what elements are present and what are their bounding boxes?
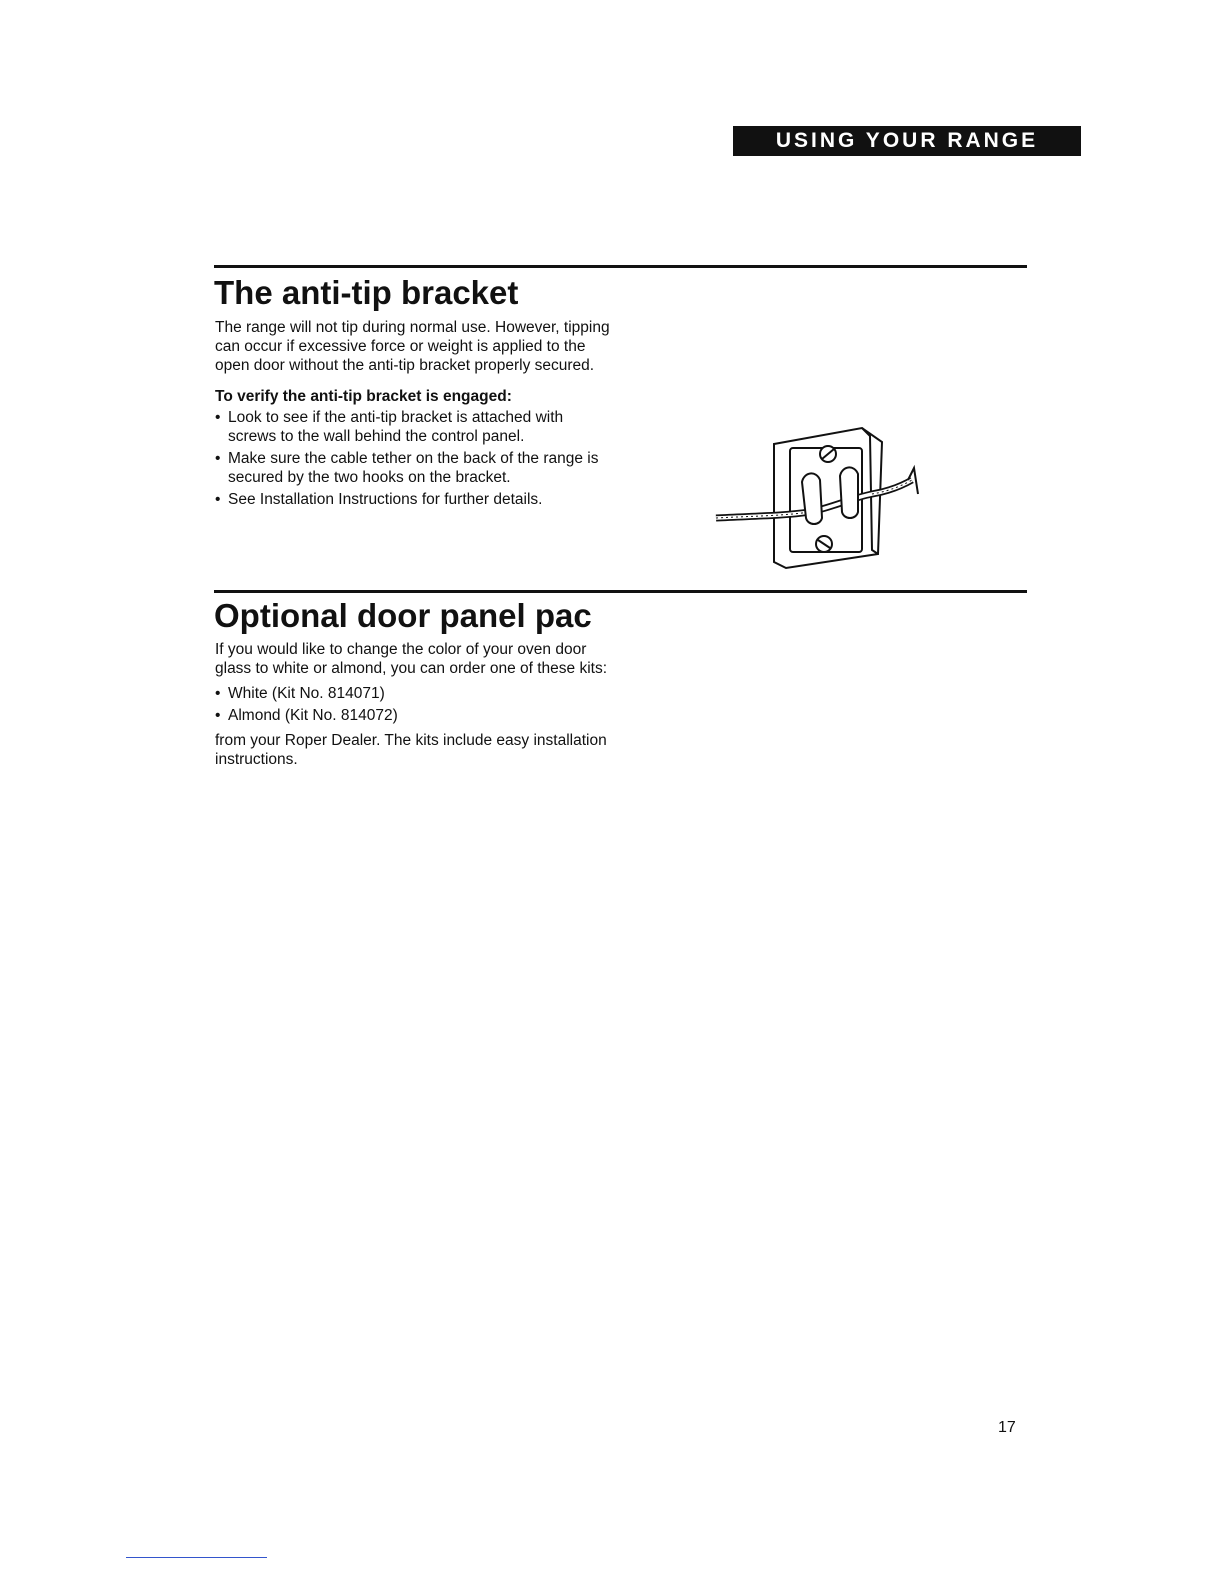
- anti-tip-title: The anti-tip bracket: [214, 274, 519, 311]
- list-item: • Make sure the cable tether on the back of the range is secured by the two hooks on the bracket.: [215, 450, 599, 486]
- door-panel-body: [215, 640, 615, 769]
- door-panel-title: Optional door panel pac: [214, 597, 592, 634]
- list-item: • Look to see if the anti-tip bracket is attached with screws to the wall behind the control panel.: [215, 409, 564, 445]
- door-panel-kit-list: [215, 684, 615, 725]
- section-header-tab: [733, 126, 1081, 156]
- section-divider-anti-tip: [214, 265, 1027, 268]
- anti-tip-lead: To verify the anti-tip bracket is engaged:: [215, 388, 512, 405]
- screw-icon: [820, 446, 836, 462]
- bracket-hook-right: [840, 467, 858, 518]
- anti-tip-bracket-illustration: [712, 422, 922, 572]
- door-panel-intro: If you would like to change the color of your oven door glass to white or almond, you can order one of these kits:: [215, 641, 608, 677]
- anti-tip-intro: The range will not tip during normal use. However, tipping can occur if excessive force or weight is applied to the open door without the anti-tip bracket properly secured.: [215, 319, 610, 374]
- anti-tip-body: [215, 318, 615, 512]
- list-item: • Almond (Kit No. 814072): [215, 707, 398, 724]
- screw-icon: [816, 536, 832, 552]
- section-divider-door-panel: [214, 590, 1027, 593]
- page-number: 17: [998, 1419, 1016, 1436]
- list-item: • See Installation Instructions for further details.: [215, 491, 543, 508]
- anti-tip-bullet-list: [215, 408, 615, 509]
- list-item: • White (Kit No. 814071): [215, 685, 385, 702]
- door-panel-outro: from your Roper Dealer. The kits include easy installation instructions.: [215, 732, 607, 768]
- bracket-hook-left: [802, 473, 822, 524]
- section-header-label: USING YOUR RANGE: [775, 129, 1039, 152]
- footer-divider: [126, 1557, 267, 1558]
